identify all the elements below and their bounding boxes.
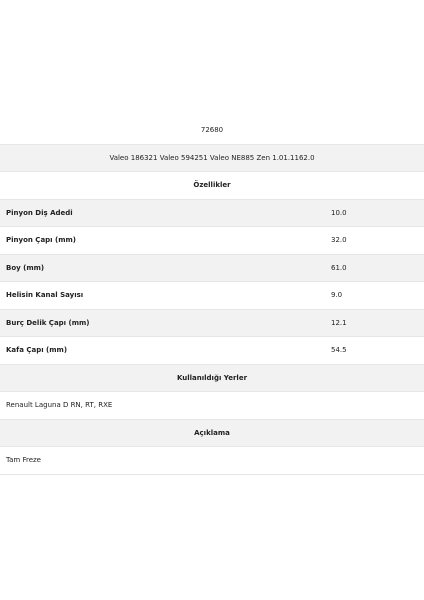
product-code-row (0, 117, 424, 145)
oem-refs-row (0, 145, 424, 173)
spec-table (0, 117, 424, 475)
specs-header: Özellikler (193, 181, 231, 190)
spec-label: Pinyon Diş Adedi (6, 208, 73, 217)
spec-row (0, 255, 424, 283)
spec-label: Kafa Çapı (mm) (6, 346, 68, 355)
spec-label: Pinyon Çapı (mm) (6, 236, 76, 245)
spec-label: Helisin Kanal Sayısı (6, 291, 84, 300)
usage-header-row (0, 365, 424, 393)
spec-value: 61.0 (331, 263, 347, 272)
description-header-row (0, 420, 424, 448)
usage-row (0, 392, 424, 420)
spec-row (0, 200, 424, 228)
oem-refs: Valeo 186321 Valeo 594251 Valeo NE885 Zen 1.01.1162.0 (109, 153, 315, 162)
spec-value: 54.5 (331, 346, 347, 355)
product-code: 72680 (200, 126, 224, 135)
spec-value: 10.0 (331, 208, 347, 217)
spec-value: 9.0 (331, 291, 343, 300)
spec-value: 12.1 (331, 318, 347, 327)
spec-label: Burç Delik Çapı (mm) (6, 318, 90, 327)
spec-row (0, 227, 424, 255)
spec-label: Boy (mm) (6, 263, 45, 272)
spec-row (0, 337, 424, 365)
usage-header: Kullanıldığı Yerler (176, 373, 248, 382)
description-text: Tam Freze (6, 456, 41, 465)
spec-value: 32.0 (331, 236, 347, 245)
spec-row (0, 282, 424, 310)
specs-header-row (0, 172, 424, 200)
spec-row (0, 310, 424, 338)
usage-text: Renault Laguna D RN, RT, RXE (6, 401, 113, 410)
description-row (0, 447, 424, 475)
description-header: Açıklama (194, 428, 230, 437)
